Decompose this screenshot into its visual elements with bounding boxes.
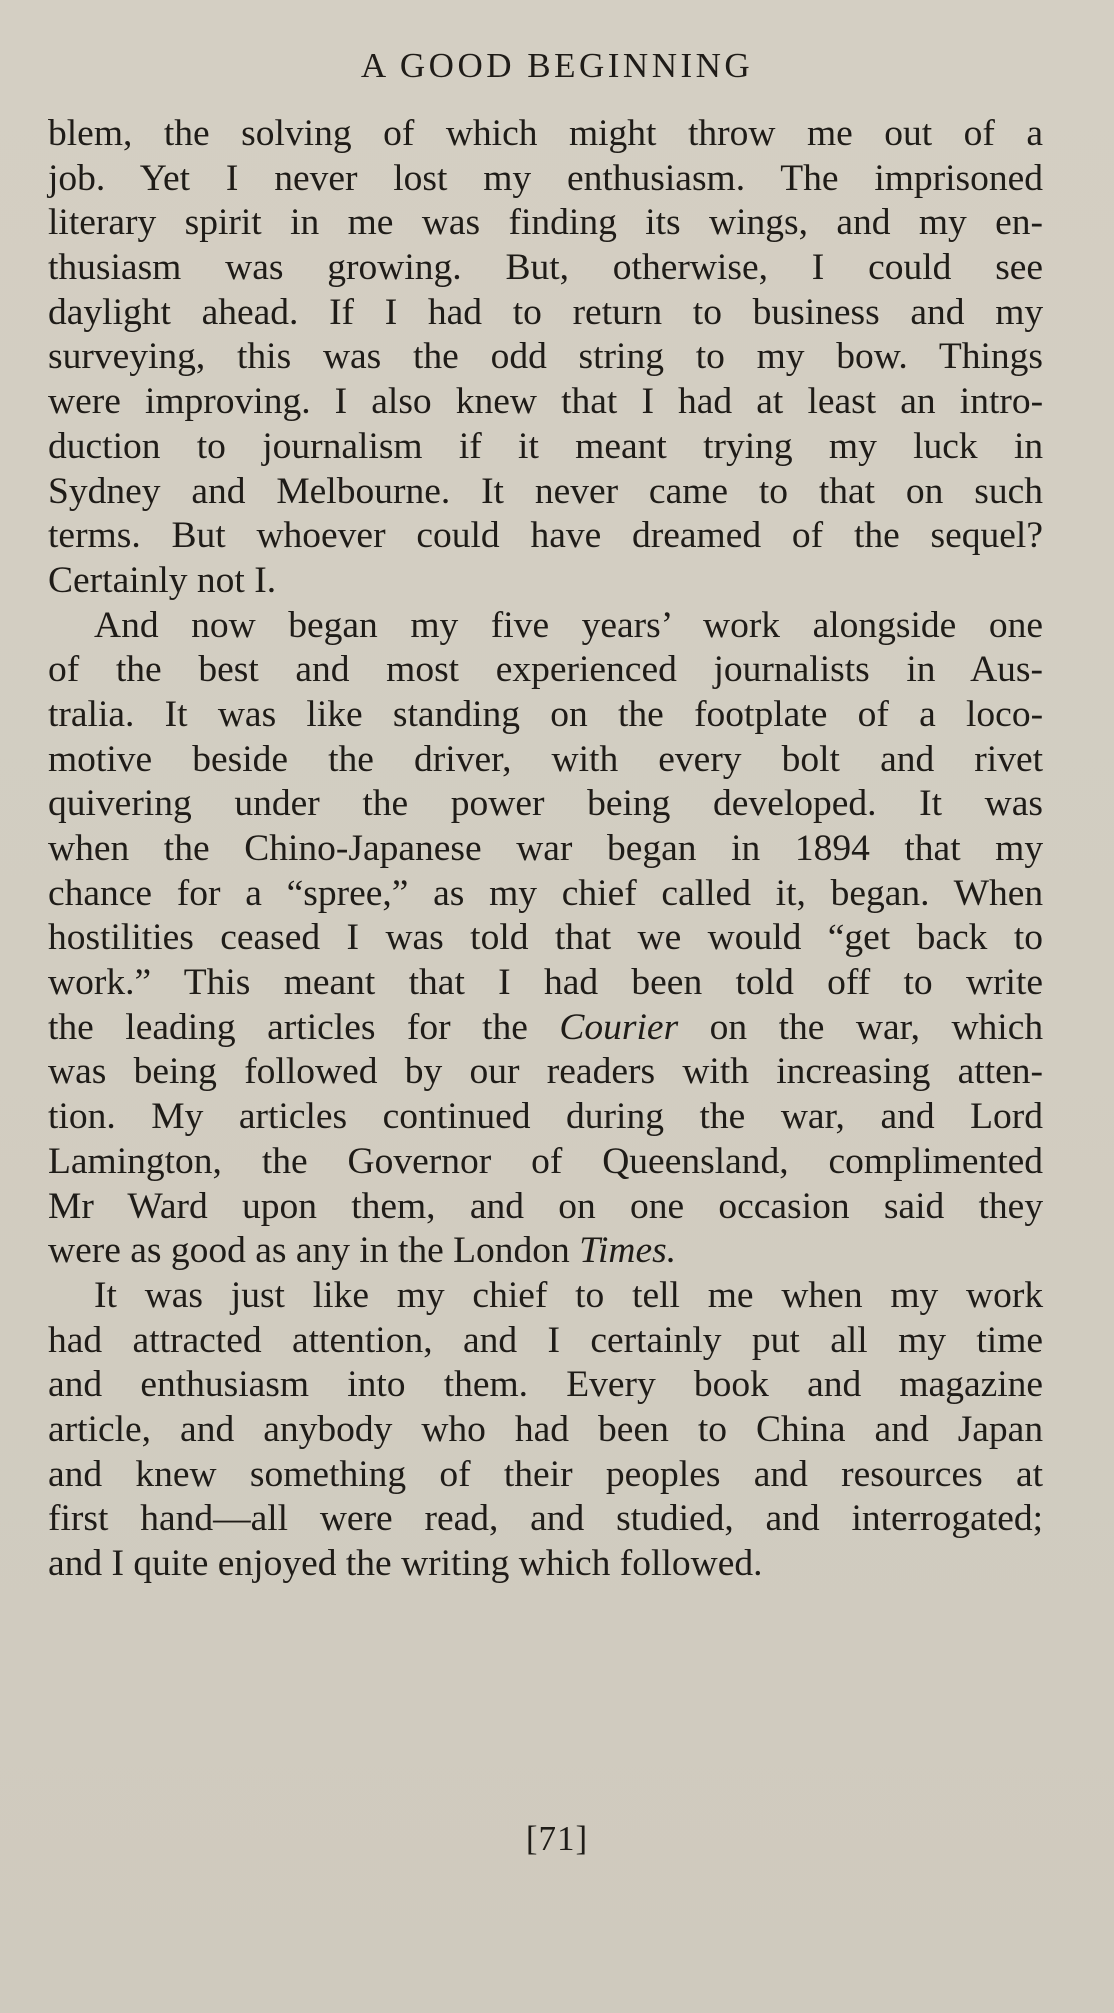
text-line: motive beside the driver, with every bolt and rivet — [48, 738, 1044, 780]
text-line: tralia. It was like standing on the footplate of a loco- — [48, 693, 1044, 735]
text-line: And now began my five years’ work alongside one — [94, 604, 1044, 646]
text-line: Certainly not I. — [48, 559, 277, 601]
text-line: Mr Ward upon them, and on one occasion said they — [48, 1185, 1044, 1227]
page-number: [71] — [525, 1819, 589, 1858]
text-line: Sydney and Melbourne. It never came to that on such — [48, 470, 1043, 512]
text-line: and knew something of their peoples and resources at — [48, 1453, 1044, 1495]
text-line: job. Yet I never lost my enthusiasm. The imprisoned — [48, 157, 1044, 199]
text-line: blem, the solving of which might throw me out of a — [48, 113, 1044, 154]
text-line: quivering under the power being developed. It was — [48, 783, 1043, 825]
text-line: terms. But whoever could have dreamed of the sequel? — [48, 515, 1043, 557]
text-line: It was just like my chief to tell me when my work — [94, 1274, 1044, 1316]
text-line: were improving. I also knew that I had at least an intro- — [48, 381, 1044, 423]
text-line: Lamington, the Governor of Queensland, complimented — [48, 1140, 1044, 1182]
text-line: and I quite enjoyed the writing which followed. — [48, 1543, 763, 1584]
text-line: of the best and most experienced journalists in Aus- — [48, 649, 1044, 691]
text-line: work.” This meant that I had been told off to write — [48, 962, 1044, 1004]
body-text — [48, 112, 1043, 1587]
running-head: A GOOD BEGINNING — [360, 46, 754, 85]
text-line: literary spirit in me was finding its wings, and my en- — [48, 202, 1043, 244]
text-line: surveying, this was the odd string to my bow. Things — [48, 336, 1044, 378]
text-line: first hand—all were read, and studied, and interrogated; — [48, 1498, 1044, 1540]
text-line: and enthusiasm into them. Every book and magazine — [48, 1364, 1044, 1406]
text-line: duction to journalism if it meant trying my luck in — [48, 425, 1044, 467]
text-line: the leading articles for the Courier on the war, which — [48, 1006, 1044, 1048]
text-line: tion. My articles continued during the war, and Lord — [48, 1096, 1044, 1138]
text-line: were as good as any in the London Times. — [48, 1230, 677, 1272]
text-line: article, and anybody who had been to China and Japan — [48, 1408, 1044, 1450]
text-line: thusiasm was growing. But, otherwise, I could see — [48, 247, 1044, 289]
text-line: hostilities ceased I was told that we would “get back to — [48, 917, 1043, 959]
text-line: was being followed by our readers with increasing atten- — [48, 1051, 1044, 1093]
text-line: had attracted attention, and I certainly put all my time — [48, 1319, 1044, 1361]
text-line: daylight ahead. If I had to return to business and my — [48, 291, 1044, 333]
text-line: chance for a “spree,” as my chief called it, began. When — [48, 872, 1044, 914]
text-line: when the Chino-Japanese war began in 1894 that my — [48, 828, 1044, 869]
